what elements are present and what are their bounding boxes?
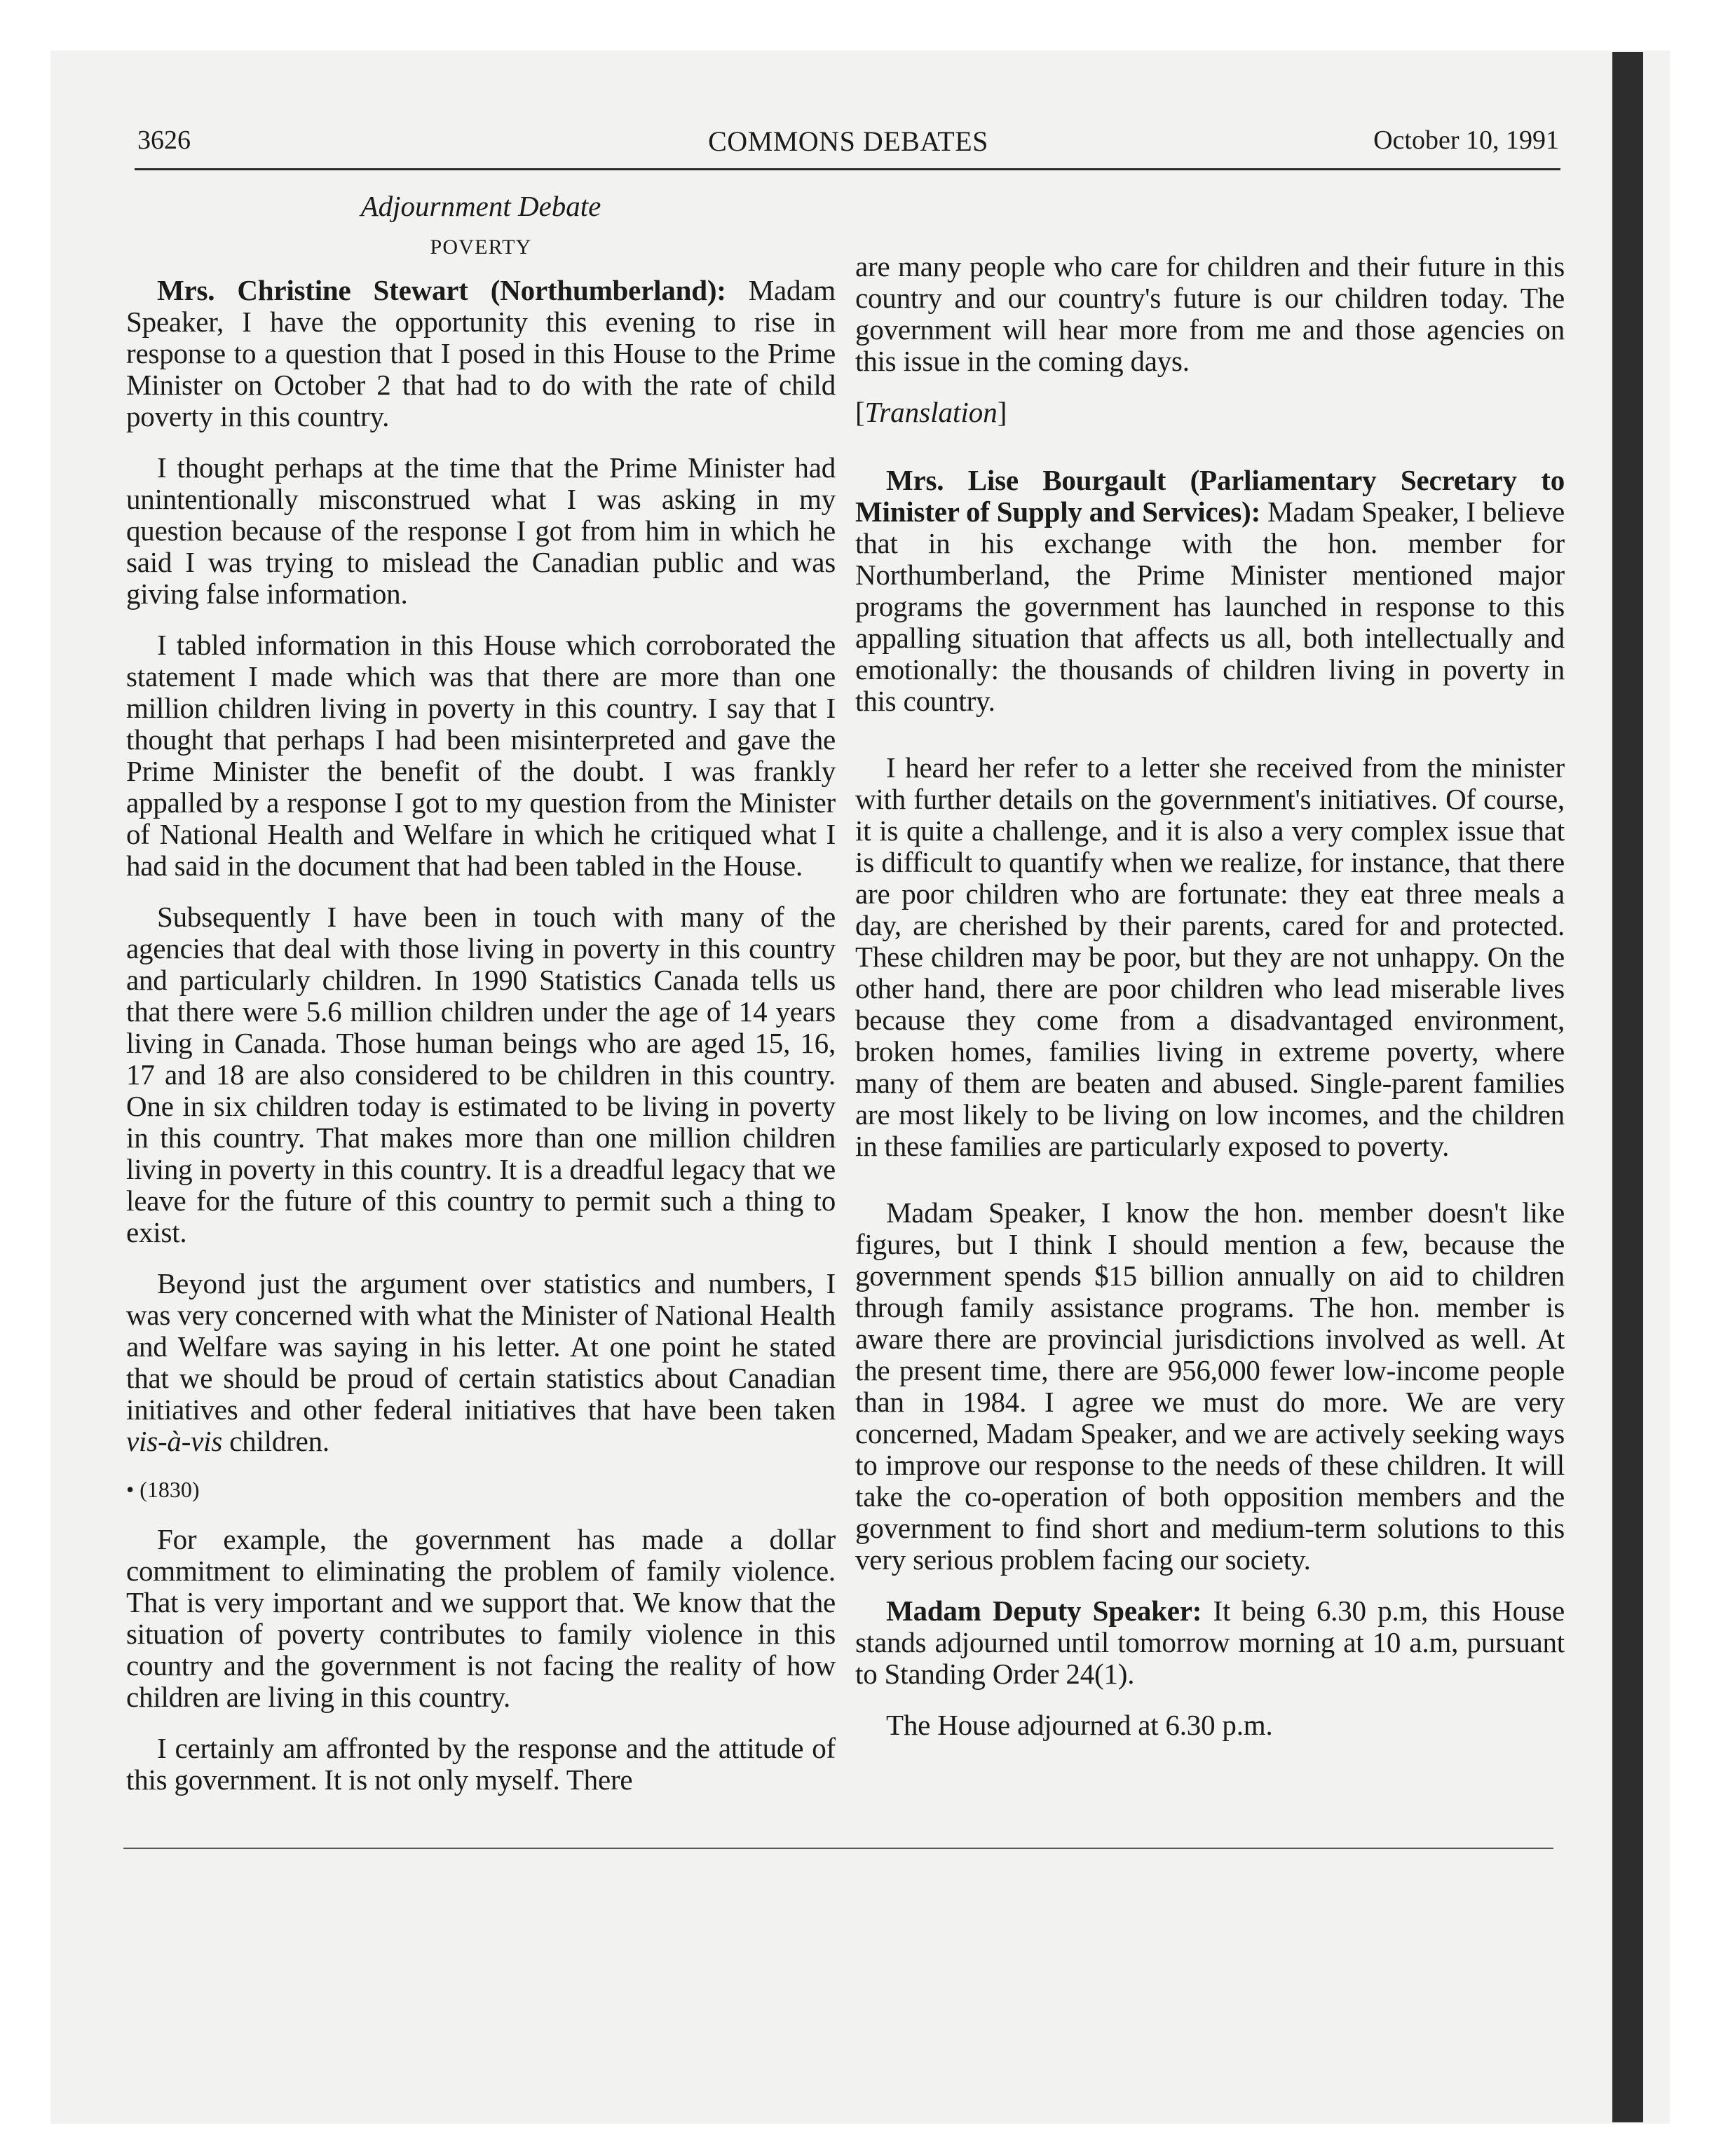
- paragraph: [126, 1268, 836, 1457]
- speech-text: Madam Speaker, I believe that in his exchange with the hon. member for Northumberland, the Prime Minister mentioned major programs the government has launched in response to this appalling situation that affects us all, both intellectually and emotionally: the thousands of children living in poverty in this country.: [855, 496, 1565, 717]
- paragraph: Subsequently I have been in touch with many of the agencies that deal with those living in poverty in this country and particularly children. In 1990 Statistics Canada tells us that there were 5.6 million children under the age of 14 years living in Canada. Those human beings who are aged 15, 16, 17 and 18 are also considered to be children in this country. One in six children today is estimated to be living in poverty in this country. That makes more than one million children living in poverty in this country. It is a dreadful legacy that we leave for the future of this country to permit such a thing to exist.: [126, 901, 836, 1248]
- speech-text: It being 6.30 p.m, this House stands adjourned until tomorrow morning at 10 a.m, pursuant to Standing Order 24(1).: [855, 1595, 1565, 1690]
- scan-edge-shadow: [1612, 52, 1643, 2122]
- time-marker: • (1830): [126, 1477, 200, 1502]
- speech-text: Madam Speaker, I have the opportunity this evening to rise in response to a question that I posed in this House to the Prime Minister on October 2 that had to do with the rate of child poverty in this country.: [126, 274, 836, 432]
- right-column: [855, 188, 1565, 1828]
- page-header: [137, 125, 1559, 167]
- speaker-name: Madam Deputy Speaker:: [886, 1595, 1202, 1627]
- speech-text: children.: [222, 1425, 329, 1457]
- section-title: Adjournment Debate: [360, 190, 601, 222]
- translation-note: [855, 397, 1565, 428]
- paragraph: Madam Speaker, I know the hon. member doesn't like figures, but I think I should mention a few, because the government spends $15 billion annually on aid to children through family assistance programs. The hon. member is aware there are provincial jurisdictions involved as well. At the present time, there are 956,000 fewer low-income people than in 1984. I agree we must do more. We are very concerned, Madam Speaker, and we are actively seeking ways to improve our response to the needs of these children. It will take the co-operation of both opposition members and the government to find short and medium-term solutions to this very serious problem facing our society.: [855, 1196, 1565, 1576]
- footer-rule: [123, 1848, 1553, 1849]
- paragraph: I thought perhaps at the time that the Prime Minister had unintentionally misconstrued what I was asking in my question because of the response I got from him in which he said I was trying to mislead the Canadian public and was giving false information.: [126, 451, 836, 610]
- paragraph: are many people who care for children and their future in this country and our country's future is our children today. The government will hear more from me and those agencies on this issue in the coming days.: [855, 250, 1565, 377]
- left-column: [126, 188, 836, 1828]
- bracket: [: [855, 396, 865, 428]
- translation-label: Translation: [864, 396, 998, 428]
- section-subtitle: POVERTY: [430, 236, 532, 259]
- paragraph: [855, 465, 1565, 717]
- publication-title: COMMONS DEBATES: [708, 125, 988, 157]
- header-rule: [135, 168, 1560, 170]
- header-date: October 10, 1991: [1373, 125, 1559, 155]
- paragraph: [126, 275, 836, 432]
- paragraph: [855, 1595, 1565, 1690]
- paragraph: For example, the government has made a dollar commitment to eliminating the problem of family violence. That is very important and we support that. We know that the situation of poverty contributes to family violence in this country and the government is not facing the reality of how children are living in this country.: [126, 1523, 836, 1713]
- speaker-name: Mrs. Lise Bourgault (Parliamentary Secretary to Minister of Supply and Services):: [855, 464, 1565, 528]
- speaker-name: Mrs. Christine Stewart (Northumberland):: [157, 274, 726, 306]
- paragraph: I certainly am affronted by the response and the attitude of this government. It is not only myself. There: [126, 1732, 836, 1796]
- closing-line: The House adjourned at 6.30 p.m.: [886, 1709, 1273, 1741]
- italic-term: vis-à-vis: [126, 1425, 223, 1457]
- page-number: 3626: [137, 125, 191, 155]
- paragraph: I heard her refer to a letter she received from the minister with further details on the government's initiatives. Of course, it is quite a challenge, and it is also a very complex issue that is difficult to quantify when we realize, for instance, that there are poor children who are fortunate: they eat three meals a day, are cherished by their parents, cared for and protected. These children may be poor, but they are not unhappy. On the other hand, there are poor children who lead miserable lives because they come from a disadvantaged environment, broken homes, families living in extreme poverty, where many of them are beaten and abused. Single-parent families are most likely to be living on low incomes, and the children in these families are particularly exposed to poverty.: [855, 751, 1565, 1162]
- speech-text: Beyond just the argument over statistics and numbers, I was very concerned with what the Minister of National Health and Welfare was saying in his letter. At one point he stated that we should be proud of certain statistics about Canadian initiatives and other federal initiatives that have been taken: [126, 1267, 836, 1426]
- paragraph: I tabled information in this House which corroborated the statement I made which was that there are more than one million children living in poverty in this country. I say that I thought that perhaps I had been misinterpreted and gave the Prime Minister the benefit of the doubt. I was frankly appalled by a response I got to my question from the Minister of National Health and Welfare in which he critiqued what I had said in the document that had been tabled in the House.: [126, 629, 836, 882]
- bracket: ]: [997, 396, 1007, 428]
